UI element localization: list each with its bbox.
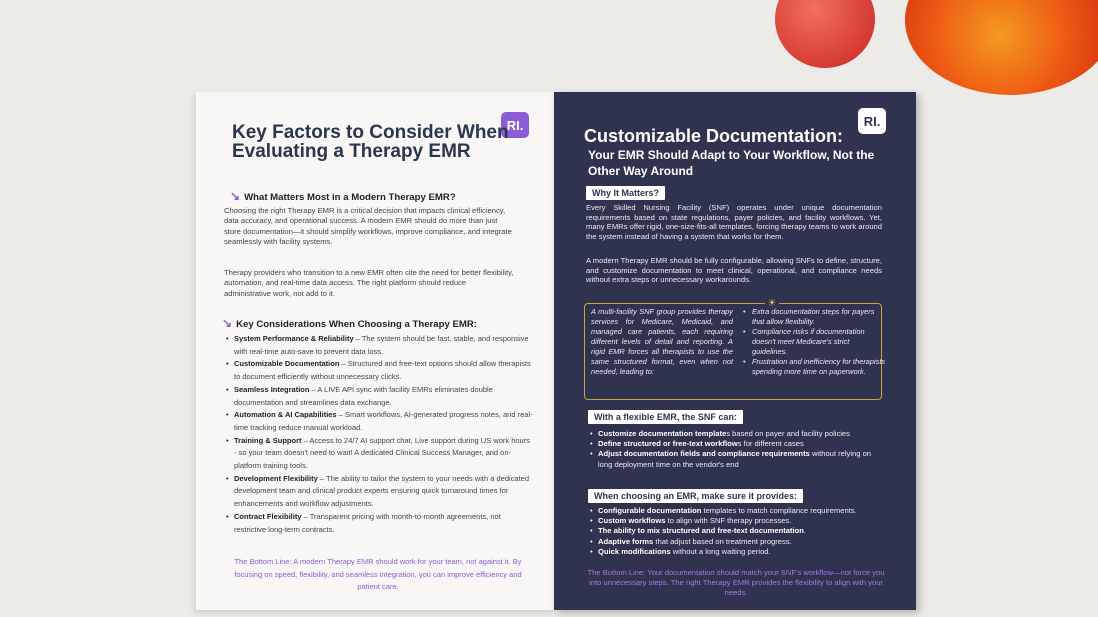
brand-logo: RI. xyxy=(501,112,529,138)
choose-heading-label: When choosing an EMR, make sure it provides: xyxy=(588,489,803,503)
bottom-line-text: The Bottom Line: A modern Therapy EMR should work for your team, not against it. By focusing on speed, flexibility, and seamless integration, you can improve efficiency and patient care. xyxy=(234,557,522,591)
lightbulb-icon: ☀ xyxy=(765,297,779,311)
why-paragraph-2: A modern Therapy EMR should be fully configurable, allowing SNFs to define, structure, and customize documentation to meet clinical, operational, and compliance needs without extra steps or unnecessary workarounds. xyxy=(586,256,882,285)
right-page-title: Customizable Documentation: xyxy=(584,126,844,146)
list-item: • Customizable Documentation – Structured and free-text options should allow therapists to document efficiently without unnecessary clicks. xyxy=(234,358,534,383)
section-heading-text: What Matters Most in a Modern Therapy EMR? xyxy=(244,192,456,203)
brochure-right-page xyxy=(554,92,916,610)
list-item: • Configurable documentation templates to match compliance requirements. xyxy=(598,506,882,516)
list-item: • Quick modifications without a long waiting period. xyxy=(598,547,882,557)
example-callout-box xyxy=(584,298,886,400)
flex-capabilities-list xyxy=(598,429,882,470)
arrow-down-right-icon: ↘ xyxy=(230,189,241,203)
list-item: • Seamless Integration – A LIVE API sync with facility EMRs eliminates double documentation and streamlines data exchange. xyxy=(234,384,534,409)
list-item: • Automation & AI Capabilities – Smart workflows, AI-generated progress notes, and real-time tracking reduce manual workload. xyxy=(234,409,534,434)
callout-list xyxy=(743,307,886,377)
intro-paragraph: Choosing the right Therapy EMR is a critical decision that impacts clinical efficiency, data accuracy, and operational success. A modern EMR should do more than just store documentation—it should simplify workflows, improve compliance, and integrate seamlessly with facility systems. xyxy=(224,206,512,246)
left-page-title: Key Factors to Consider When Evaluating a Therapy EMR xyxy=(232,122,509,162)
section-heading-what-matters xyxy=(230,189,456,203)
bottom-line-text: The Bottom Line: Your documentation should match your SNF's workflow—not force you into unnecessary steps. The right Therapy EMR provides the flexibility to align with your needs. xyxy=(587,568,885,598)
why-heading-label: Why It Matters? xyxy=(586,186,665,200)
list-item: • Frustration and inefficiency for therapists spending more time on paperwork. xyxy=(752,357,886,377)
section-heading-text: Key Considerations When Choosing a Therapy EMR: xyxy=(236,319,477,330)
right-page-subtitle: Your EMR Should Adapt to Your Workflow, Not the Other Way Around xyxy=(588,148,875,178)
list-item: • Extra documentation steps for payers that allow flexibility. xyxy=(752,307,886,327)
section-heading-considerations xyxy=(222,316,477,330)
list-item: • Compliance risks if documentation doesn't meet Medicare's strict guidelines. xyxy=(752,327,886,357)
list-item: • Custom workflows to align with SNF therapy processes. xyxy=(598,516,882,526)
list-item: • Development Flexibility – The ability to tailor the system to your needs with a dedicated development team and clinical product experts ensuring quick turnaround times for enhancements and workflow adjustments. xyxy=(234,473,534,511)
flex-heading-label: With a flexible EMR, the SNF can: xyxy=(588,410,743,424)
why-paragraph-1: Every Skilled Nursing Facility (SNF) operates under unique documentation requirements based on state regulations, payer policies, and facility workflows. Yet, many EMRs offer rigid, one-size-fits-all templates, forcing therapy teams to work around the system instead of having a system that works for them. xyxy=(586,203,882,241)
choose-requirements-list xyxy=(598,506,882,557)
list-item: • Adjust documentation fields and compliance requirements without relying on long deployment time on the vendor's end xyxy=(598,449,882,469)
list-item: • System Performance & Reliability – The system should be fast, stable, and responsive with real-time auto-save to prevent data loss. xyxy=(234,333,534,358)
brand-logo: RI. xyxy=(858,108,886,134)
list-item: • Adaptive forms that adjust based on treatment progress. xyxy=(598,537,882,547)
callout-text: A multi-facility SNF group provides therapy services for Medicare, Medicaid, and managed care patients, each requiring different levels of detail and reporting. A rigid EMR forces all therapists to use the same structured format, even when not needed, leading to: xyxy=(591,307,733,376)
list-item: • Training & Support – Access to 24/7 AI support chat, Live support during US work hours - so your team doesn't need to wait! A dedicated Clinical Success Manager, and on-platform training tools. xyxy=(234,435,534,473)
considerations-list xyxy=(226,333,534,536)
list-item: • Customize documentation templates based on payer and facility policies xyxy=(598,429,882,439)
transition-paragraph: Therapy providers who transition to a new EMR often cite the need for better flexibility, automation, and real-time data access. The right platform should reduce administrative work, not add to it. xyxy=(224,268,514,298)
flower-decoration-small xyxy=(775,0,875,68)
list-item: • Define structured or free-text workflows for different cases xyxy=(598,439,882,449)
arrow-down-right-icon: ↘ xyxy=(222,316,233,330)
list-item: • The ability to mix structured and free-text documentation. xyxy=(598,526,882,536)
flower-decoration-large xyxy=(905,0,1098,95)
brochure-left-page xyxy=(196,92,554,610)
list-item: • Contract Flexibility – Transparent pricing with month-to-month agreements, not restrictive long-term contracts. xyxy=(234,511,534,536)
